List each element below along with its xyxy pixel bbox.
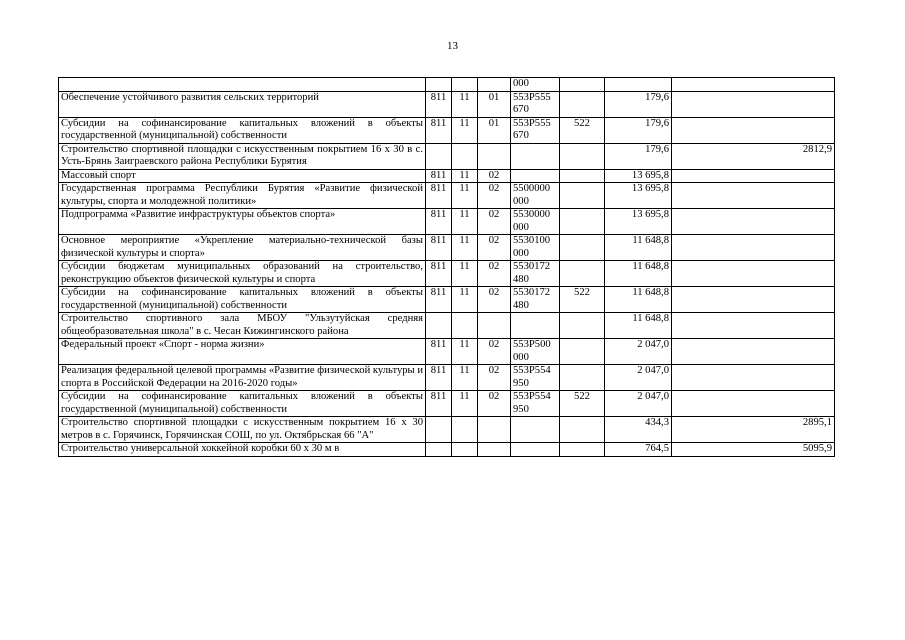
- cell-extra-amount: [672, 169, 835, 183]
- cell-target-article: 553P554 950: [511, 365, 560, 391]
- cell-target-article: 553P554 950: [511, 391, 560, 417]
- cell-grbs: [426, 143, 452, 169]
- cell-grbs: 811: [426, 235, 452, 261]
- cell-amount: 13 695,8: [605, 169, 672, 183]
- cell-section: [452, 143, 478, 169]
- cell-section: 11: [452, 365, 478, 391]
- cell-subsection: [478, 143, 511, 169]
- cell-subsection: 02: [478, 261, 511, 287]
- cell-section: 11: [452, 117, 478, 143]
- cell-name: Субсидии на софинансирование капитальных вложений в объекты государственной (муниципальной) собственности: [59, 391, 426, 417]
- table-row: [59, 235, 835, 261]
- cell-expense-type: [560, 209, 605, 235]
- cell-target-article: 553P500 000: [511, 339, 560, 365]
- cell-expense-type: 522: [560, 287, 605, 313]
- cell-name: Федеральный проект «Спорт - норма жизни»: [59, 339, 426, 365]
- cell-target-article: 5530172 480: [511, 287, 560, 313]
- cell-extra-amount: [672, 287, 835, 313]
- cell-name: Государственная программа Республики Бурятия «Развитие физической культуры, спорта и молодежной политики»: [59, 183, 426, 209]
- cell-grbs: [426, 443, 452, 457]
- cell-grbs: 811: [426, 183, 452, 209]
- cell-target-article: 553P555 670: [511, 91, 560, 117]
- cell-section: 11: [452, 169, 478, 183]
- cell-amount: 179,6: [605, 91, 672, 117]
- cell-expense-type: [560, 339, 605, 365]
- cell-subsection: [478, 313, 511, 339]
- cell-grbs: 811: [426, 287, 452, 313]
- table-row: [59, 143, 835, 169]
- table-row: [59, 183, 835, 209]
- cell-grbs: 811: [426, 91, 452, 117]
- cell-extra-amount: 2895,1: [672, 417, 835, 443]
- cell-name: Реализация федеральной целевой программы «Развитие физической культуры и спорта в Российской Федерации на 2016-2020 годы»: [59, 365, 426, 391]
- cell-name: Субсидии бюджетам муниципальных образований на строительство, реконструкцию объектов физической культуры и спорта: [59, 261, 426, 287]
- cell-target-article: [511, 143, 560, 169]
- cell-extra-amount: 2812,9: [672, 143, 835, 169]
- cell-subsection: 02: [478, 235, 511, 261]
- cell-section: 11: [452, 339, 478, 365]
- table-row: [59, 78, 835, 92]
- cell-expense-type: [560, 143, 605, 169]
- cell-expense-type: [560, 313, 605, 339]
- cell-expense-type: [560, 78, 605, 92]
- cell-section: 11: [452, 91, 478, 117]
- cell-extra-amount: [672, 235, 835, 261]
- cell-target-article: 000: [511, 78, 560, 92]
- cell-target-article: [511, 443, 560, 457]
- cell-subsection: 02: [478, 209, 511, 235]
- table-row: [59, 261, 835, 287]
- cell-name: Основное мероприятие «Укрепление материально-технической базы физической культуры и спорта»: [59, 235, 426, 261]
- cell-subsection: 02: [478, 391, 511, 417]
- table-row: [59, 417, 835, 443]
- cell-subsection: [478, 78, 511, 92]
- cell-amount: 11 648,8: [605, 261, 672, 287]
- cell-name: Строительство спортивной площадки с искусственным покрытием 16 х 30 метров в с. Горячинск, Горячинская СОШ, по ул. Октябрьская 66 "А": [59, 417, 426, 443]
- table-row: [59, 313, 835, 339]
- cell-extra-amount: [672, 339, 835, 365]
- cell-extra-amount: [672, 78, 835, 92]
- cell-amount: 179,6: [605, 117, 672, 143]
- table-row: [59, 443, 835, 457]
- cell-name: Строительство универсальной хоккейной коробки 60 х 30 м в: [59, 443, 426, 457]
- cell-target-article: 5530000 000: [511, 209, 560, 235]
- cell-grbs: [426, 313, 452, 339]
- cell-section: 11: [452, 235, 478, 261]
- cell-expense-type: 522: [560, 117, 605, 143]
- cell-expense-type: [560, 443, 605, 457]
- cell-expense-type: 522: [560, 391, 605, 417]
- table-body: [59, 78, 835, 457]
- cell-section: [452, 443, 478, 457]
- cell-section: 11: [452, 261, 478, 287]
- table-row: [59, 117, 835, 143]
- cell-target-article: [511, 169, 560, 183]
- cell-grbs: [426, 78, 452, 92]
- table-row: [59, 169, 835, 183]
- cell-extra-amount: [672, 209, 835, 235]
- cell-grbs: 811: [426, 261, 452, 287]
- cell-subsection: 02: [478, 287, 511, 313]
- cell-amount: 11 648,8: [605, 287, 672, 313]
- cell-section: 11: [452, 391, 478, 417]
- cell-grbs: 811: [426, 209, 452, 235]
- table-row: [59, 391, 835, 417]
- cell-subsection: 02: [478, 339, 511, 365]
- table-row: [59, 339, 835, 365]
- cell-section: 11: [452, 287, 478, 313]
- cell-amount: 13 695,8: [605, 183, 672, 209]
- cell-section: [452, 313, 478, 339]
- cell-target-article: [511, 313, 560, 339]
- cell-expense-type: [560, 169, 605, 183]
- cell-grbs: 811: [426, 169, 452, 183]
- cell-subsection: 02: [478, 169, 511, 183]
- cell-target-article: [511, 417, 560, 443]
- cell-grbs: [426, 417, 452, 443]
- cell-expense-type: [560, 183, 605, 209]
- cell-amount: 11 648,8: [605, 313, 672, 339]
- cell-expense-type: [560, 365, 605, 391]
- cell-amount: 2 047,0: [605, 391, 672, 417]
- cell-expense-type: [560, 261, 605, 287]
- cell-grbs: 811: [426, 365, 452, 391]
- cell-amount: [605, 78, 672, 92]
- table-row: [59, 287, 835, 313]
- cell-extra-amount: [672, 391, 835, 417]
- table-row: [59, 209, 835, 235]
- cell-amount: 434,3: [605, 417, 672, 443]
- table-row: [59, 91, 835, 117]
- cell-name: Подпрограмма «Развитие инфраструктуры объектов спорта»: [59, 209, 426, 235]
- cell-extra-amount: [672, 117, 835, 143]
- cell-extra-amount: 5095,9: [672, 443, 835, 457]
- cell-expense-type: [560, 91, 605, 117]
- cell-extra-amount: [672, 91, 835, 117]
- cell-amount: 13 695,8: [605, 209, 672, 235]
- cell-subsection: [478, 417, 511, 443]
- cell-extra-amount: [672, 261, 835, 287]
- cell-target-article: 5530100 000: [511, 235, 560, 261]
- cell-subsection: 02: [478, 183, 511, 209]
- cell-amount: 179,6: [605, 143, 672, 169]
- cell-subsection: [478, 443, 511, 457]
- cell-name: Массовый спорт: [59, 169, 426, 183]
- page-number: 13: [447, 40, 458, 52]
- cell-expense-type: [560, 417, 605, 443]
- cell-target-article: 5530172 480: [511, 261, 560, 287]
- cell-name: Субсидии на софинансирование капитальных вложений в объекты государственной (муниципальной) собственности: [59, 117, 426, 143]
- cell-subsection: 01: [478, 91, 511, 117]
- cell-name: Строительство спортивной площадки с искусственным покрытием 16 х 30 в с. Усть-Брянь Заиграевского района Республики Бурятия: [59, 143, 426, 169]
- cell-amount: 764,5: [605, 443, 672, 457]
- cell-name: Субсидии на софинансирование капитальных вложений в объекты государственной (муниципальной) собственности: [59, 287, 426, 313]
- cell-amount: 2 047,0: [605, 365, 672, 391]
- cell-target-article: 5500000 000: [511, 183, 560, 209]
- table-row: [59, 365, 835, 391]
- cell-target-article: 553P555 670: [511, 117, 560, 143]
- cell-expense-type: [560, 235, 605, 261]
- cell-extra-amount: [672, 313, 835, 339]
- cell-amount: 2 047,0: [605, 339, 672, 365]
- cell-section: [452, 78, 478, 92]
- cell-section: 11: [452, 209, 478, 235]
- cell-extra-amount: [672, 183, 835, 209]
- cell-grbs: 811: [426, 339, 452, 365]
- budget-table: [58, 77, 835, 457]
- cell-amount: 11 648,8: [605, 235, 672, 261]
- cell-grbs: 811: [426, 117, 452, 143]
- cell-name: [59, 78, 426, 92]
- cell-name: Строительство спортивного зала МБОУ "Ульзутуйская средняя общеобразовательная школа" в с. Чесан Кижингинского района: [59, 313, 426, 339]
- cell-extra-amount: [672, 365, 835, 391]
- cell-section: [452, 417, 478, 443]
- cell-name: Обеспечение устойчивого развития сельских территорий: [59, 91, 426, 117]
- cell-section: 11: [452, 183, 478, 209]
- cell-grbs: 811: [426, 391, 452, 417]
- cell-subsection: 01: [478, 117, 511, 143]
- cell-subsection: 02: [478, 365, 511, 391]
